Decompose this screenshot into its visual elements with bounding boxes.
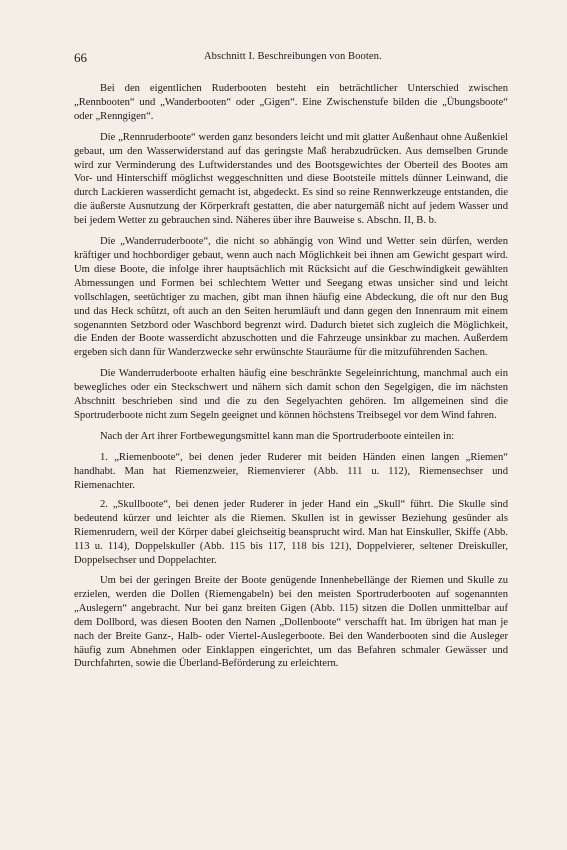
paragraph-rennruderboote: Die „Rennruderboote“ werden ganz besonders leicht und mit glatter Außenhaut ohne Außenkiel gebaut, um den Wasserwiderstand auf das geringste Maß herabzudrücken. Aus demselben Grunde wird zur Verminderung des Luftwiderstandes und des Bootsgewichtes der Oberteil des Bootes am Vor- und Hinterschiff möglichst weggeschnitten und diese Bootsteile mittels dünner Leinwand, die durch Lackieren wasserdicht gemacht ist, abgedeckt. Es sind so reine Rennwerkzeuge entstanden, die die äußerste Ausnutzung der Körperkraft gestatten, die aber naturgemäß nicht auf jedem Wasser und bei jedem Wetter zu gebrauchen sind. Näheres über ihre Bauweise s. Abschn. II, B. b. [74, 131, 508, 227]
list-item-skullboote: 2. „Skullboote“, bei denen jeder Ruderer in jeder Hand ein „Skull“ führt. Die Skulle sind bedeutend kürzer und leichter als die Riemen. Skullen ist in gewisser Beziehung gesünder als Riemenrudern, weil der Körper dabei gleichseitig beansprucht wird. Man hat Einskuller, Skiffe (Abb. 113 u. 114), Doppelskuller (Abb. 115 bis 117, 118 bis 121), Doppelvierer, seltener Dreiskuller, Doppelsechser und Doppelachter. [74, 499, 508, 567]
body-text [74, 82, 508, 671]
running-head: Abschnitt I. Beschreibungen von Booten. [204, 51, 382, 62]
page-number: 66 [74, 50, 87, 65]
paragraph-einteilung: Nach der Art ihrer Fortbewegungsmittel kann man die Sportruderboote einteilen in: [100, 430, 455, 442]
page-header [74, 50, 504, 66]
paragraph-intro: Bei den eigentlichen Ruderbooten besteht ein beträchtlicher Unterschied zwischen „Rennbooten“ und „Wanderbooten“ oder „Gigen“. Eine Zwischenstufe bilden die „Übungsboote“ oder „Renngigen“. [74, 83, 508, 122]
paragraph-wanderruderboote: Die „Wanderruderboote“, die nicht so abhängig von Wind und Wetter sein dürfen, werden kräftiger und hochbordiger gebaut, wenn auch nach Möglichkeit bei ihnen am Gewicht gespart wird. Um diese Boote, die infolge ihrer hauptsächlich mit Rücksicht auf die Geschwindigkeit gewählten Abmessungen und Formen bei schlechtem Wetter und Seegang etwas unsicher sind und leicht vollschlagen, seetüchtiger zu machen, gibt man ihnen häufig eine Abdeckung, die oft nur den Bug und das Heck schützt, oft auch an den Seiten herumläuft und dann gegen den Innenraum mit einem sogenannten Setzbord oder Waschbord begrenzt wird. Dadurch bietet sich zugleich die Möglichkeit, die Enden der Boote wasserdicht abzuschotten und die Fahrzeuge unsinkbar zu machen. Außerdem ergeben sich dann für Wanderzwecke sehr erwünschte Stauräume für die mitzuführenden Sachen. [74, 236, 508, 359]
paragraph-ausleger: Um bei der geringen Breite der Boote genügende Innenhebellänge der Riemen und Skulle zu erzielen, werden die Dollen (Riemengabeln) bei den meisten Sportruderbooten auf sogenannten „Auslegern“ angebracht. Nur bei ganz breiten Gigen (Abb. 115) sitzen die Dollen unmittelbar auf dem Dollbord, was diesen Booten den Namen „Dollenboote“ verschafft hat. Im übrigen hat man je nach der Breite Ganz-, Halb- oder Viertel-Auslegerboote. Bei den Wanderbooten sind die Ausleger häufig zum Abnehmen oder Einklappen eingerichtet, um das Befahren schmaler Gewässer und Durchfahrten, sowie die Überland-Beförderung zu erleichtern. [74, 575, 508, 670]
paragraph-segeleinrichtung: Die Wanderruderboote erhalten häufig eine beschränkte Segeleinrichtung, manchmal auch ein bewegliches oder ein Steckschwert und nähern sich damit schon den Segelgigen, die im nächsten Abschnitt beschrieben sind und die zu den Segelyachten gehören. Im allgemeinen sind die Sportruderboote nicht zum Segeln geeignet und können höchstens Treibsegel vor dem Wind fahren. [74, 368, 508, 421]
list-item-riemenboote: 1. „Riemenboote“, bei denen jeder Ruderer mit beiden Händen einen langen „Riemen“ handhabt. Man hat Riemenzweier, Riemenvierer (Abb. 111 u. 112), Riemensechser und Riemenachter. [74, 451, 508, 491]
